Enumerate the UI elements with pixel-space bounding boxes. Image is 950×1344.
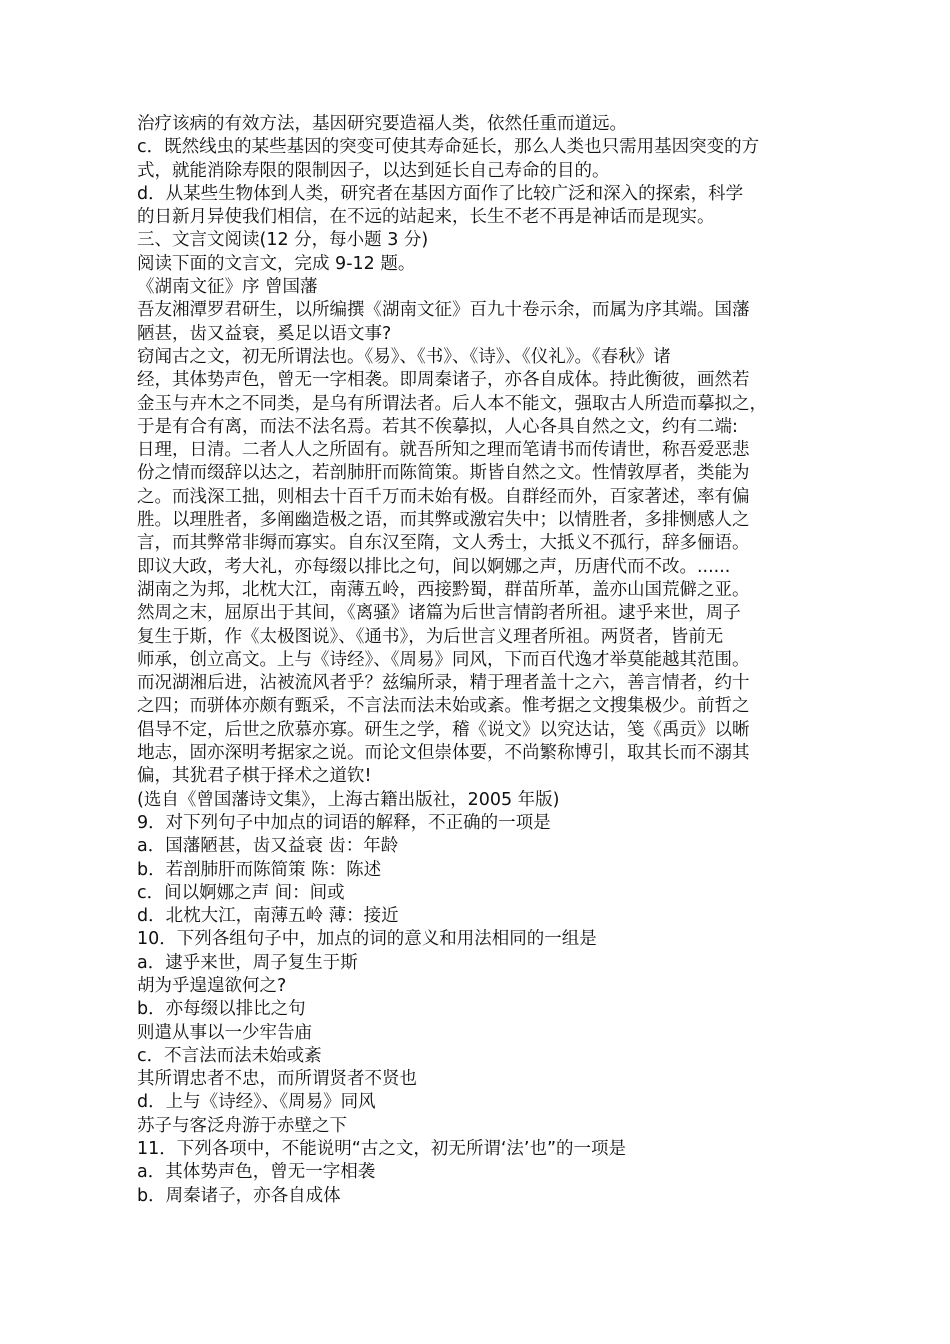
- option-line: a．逮乎来世，周子复生于斯: [137, 952, 358, 973]
- passage-line: 之。而浅深工拙，则相去十百千万而未始有极。自群经而外，百家著述，率有偏: [137, 486, 750, 507]
- option-line: b．亦每缀以排比之句: [137, 999, 306, 1020]
- option-line: d．上与《诗经》、《周易》同风: [137, 1092, 376, 1113]
- passage-line: 地志，固亦深明考据家之说。而论文但崇体要，不尚繁称博引，取其长而不溺其: [137, 743, 750, 764]
- passage-line: 金玉与卉木之不同类，是乌有所谓法者。后人本不能文，强取古人所造而摹拟之，: [137, 393, 767, 414]
- source-citation: (选自《曾国藩诗文集》，上海古籍出版社，2005 年版): [137, 789, 560, 810]
- passage-line: 而况湖湘后进，沾被流风者乎？兹编所录，精于理者盖十之六，善言情者，约十: [137, 673, 750, 694]
- option-line: b．周秦诸子，亦各自成体: [137, 1185, 341, 1206]
- option-line: a．国藩陋甚，齿又益衰 齿：年龄: [137, 836, 399, 857]
- question-9: 9．对下列句子中加点的词语的解释，不正确的一项是: [137, 812, 551, 833]
- passage-line: 吾友湘潭罗君研生，以所编撰《湖南文征》百九十卷示余，而属为序其端。国藩: [137, 300, 750, 321]
- text-line: 治疗该病的有效方法，基因研究要造福人类，依然任重而道远。: [137, 114, 627, 134]
- option-line: b．若剖肺肝而陈简策 陈：陈述: [137, 859, 382, 880]
- passage-line: 经，其体势声色，曾无一字相袭。即周秦诸子，亦各自成体。持此衡彼，画然若: [137, 370, 750, 391]
- question-11: 11．下列各项中，不能说明“古之文，初无所谓‘法’也”的一项是: [137, 1139, 627, 1160]
- instruction-line: 阅读下面的文言文，完成 9-12 题。: [137, 253, 416, 274]
- passage-line: 倡导不定，后世之欣慕亦寡。研生之学，稽《说文》以究达诂，笺《禹贡》以晰: [137, 719, 750, 740]
- question-10: 10．下列各组句子中，加点的词的意义和用法相同的一组是: [137, 929, 597, 950]
- passage-line: 窃闻古之文，初无所谓法也。《易》、《书》、《诗》、《仪礼》。《春秋》诸: [137, 346, 671, 367]
- option-line: 则遣从事以一少牢告庙: [137, 1022, 312, 1043]
- passage-line: 师承，创立高文。上与《诗经》、《周易》同风，下而百代逸才举莫能越其范围。: [137, 649, 750, 670]
- text-line: 式，就能消除寿限的限制因子，以达到延长自己寿命的目的。: [137, 160, 610, 181]
- option-line: 苏子与客泛舟游于赤壁之下: [137, 1115, 347, 1136]
- option-line: c．间以婀娜之声 间：间或: [137, 882, 345, 903]
- section-heading: 三、文言文阅读(12 分，每小题 3 分): [137, 230, 429, 251]
- text-line: c．既然线虫的某些基因的突变可使其寿命延长，那么人类也只需用基因突变的方: [137, 137, 760, 158]
- passage-line: 于是有合有离，而法不法名焉。若其不俟摹拟，人心各具自然之文，约有二端:: [137, 416, 738, 437]
- option-line: 胡为乎遑遑欲何之?: [137, 975, 287, 996]
- passage-line: 陋甚，齿又益衰，奚足以语文事?: [137, 323, 392, 344]
- document-page: [137, 113, 817, 1208]
- passage-line: 复生于斯，作《太极图说》、《通书》，为后世言义理者所祖。两贤者，皆前无: [137, 626, 724, 647]
- text-line: d．从某些生物体到人类，研究者在基因方面作了比较广泛和深入的探索，科学: [137, 183, 744, 204]
- passage-line: 之四；而骈体亦颇有甄采，不言法而法未始或紊。惟考据之文搜集极少。前哲之: [137, 696, 750, 717]
- passage-line: 言，而其弊常非缛而寡实。自东汉至隋，文人秀士，大抵义不孤行，辞多俪语。: [137, 533, 750, 554]
- passage-line: 湖南之为邦，北枕大江，南薄五岭，西接黔蜀，群苗所革，盖亦山国荒僻之亚。: [137, 579, 750, 600]
- option-line: a．其体势声色，曾无一字相袭: [137, 1162, 376, 1183]
- text-line: 的日新月异使我们相信，在不远的站起来，长生不老不再是神话而是现实。: [137, 207, 715, 228]
- option-line: 其所谓忠者不忠，而所谓贤者不贤也: [137, 1069, 417, 1090]
- option-line: c．不言法而法未始或紊: [137, 1045, 322, 1066]
- option-line: d．北枕大江，南薄五岭 薄：接近: [137, 906, 399, 927]
- passage-title: 《湖南文征》序 曾国藩: [137, 277, 318, 298]
- passage-line: 偏，其犹君子棋于择术之道钦!: [137, 766, 372, 787]
- passage-line: 即议大政，考大礼，亦每缀以排比之句，间以婀娜之声，历唐代而不改。......: [137, 556, 731, 577]
- passage-line: 日理，日清。二者人人之所固有。就吾所知之理而笔请书而传请世，称吾爱恶悲: [137, 440, 750, 461]
- passage-line: 胜。以理胜者，多阐幽造极之语，而其弊或激宕失中；以情胜者，多排恻感人之: [137, 510, 750, 531]
- passage-line: 份之情而缀辞以达之，若剖肺肝而陈简策。斯皆自然之文。性情敦厚者，类能为: [137, 463, 750, 484]
- passage-line: 然周之末，屈原出于其间，《离骚》诸篇为后世言情韵者所祖。逮乎来世，周子: [137, 603, 741, 624]
